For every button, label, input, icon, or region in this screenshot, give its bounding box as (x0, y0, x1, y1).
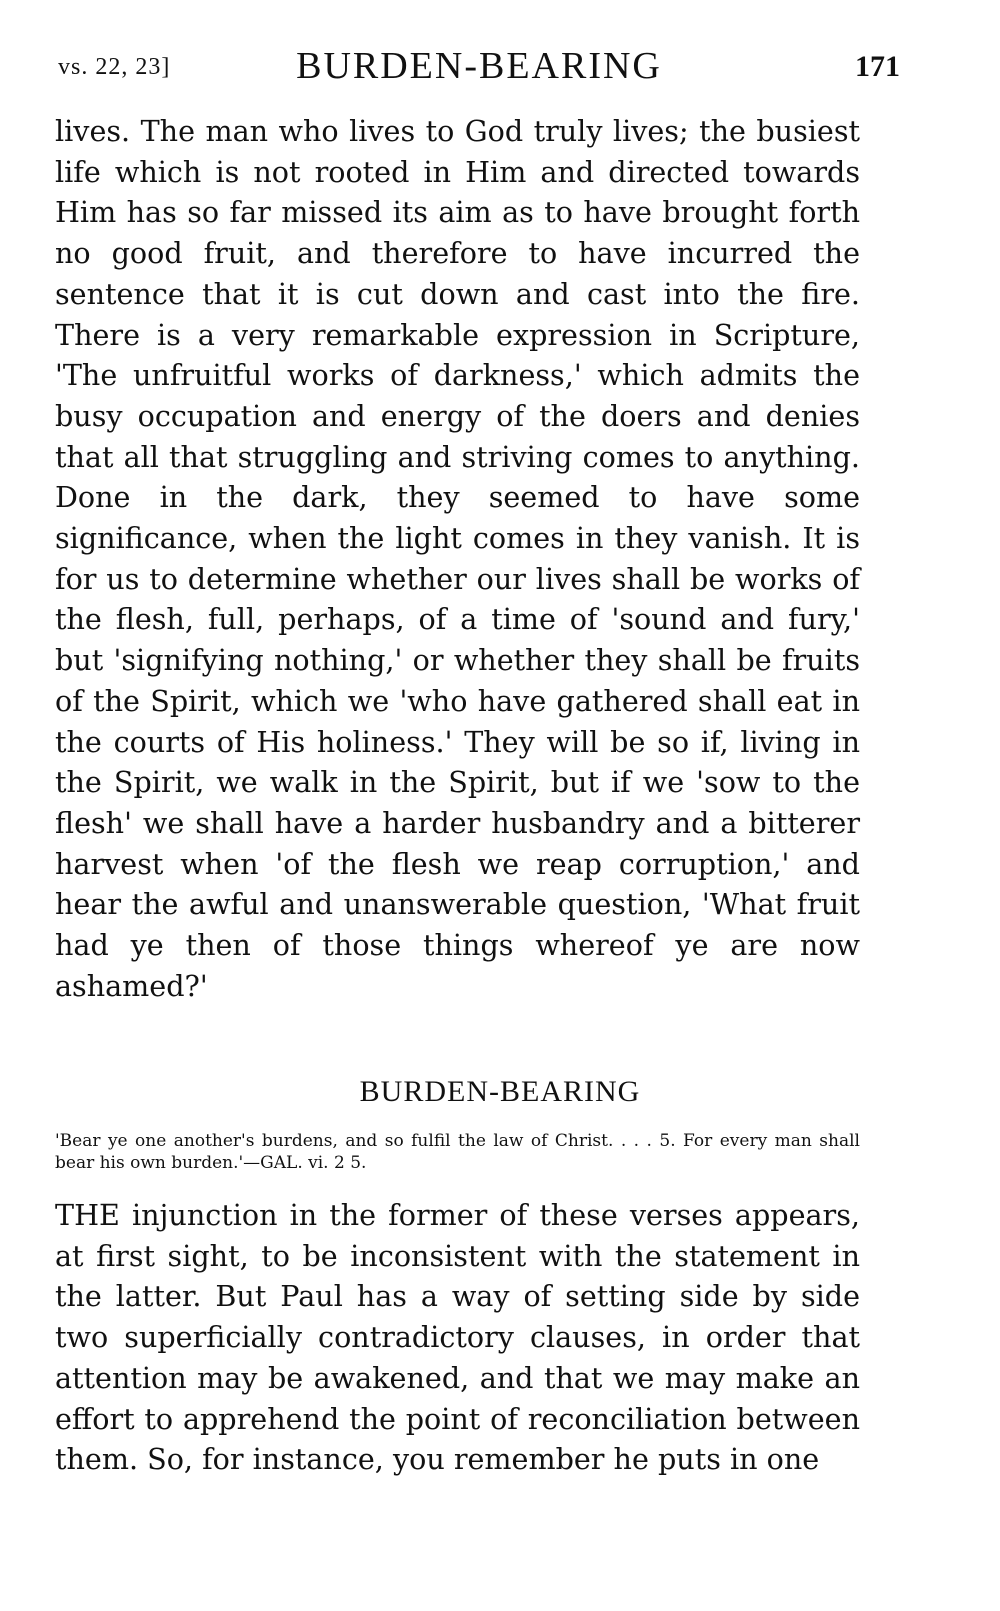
running-header (58, 44, 900, 94)
paragraph-continuation: lives. The man who lives to God truly lives; the busiest life which is not rooted in Him and directed towards Him has so far missed its aim as to have brought forth no good fruit, and therefore to have incurred the sentence that it is cut down and cast into the fire. There is a very remarkable expression in Scripture, 'The unfruitful works of darkness,' which admits the busy occupation and energy of the doers and denies that all that struggling and striving comes to anything. Done in the dark, they seemed to have some significance, when the light comes in they vanish. It is for us to determine whether our lives shall be works of the flesh, full, perhaps, of a time of 'sound and fury,' but 'signifying nothing,' or whether they shall be fruits of the Spirit, which we 'who have gathered shall eat in the courts of His holiness.' They will be so if, living in the Spirit, we walk in the Spirit, but if we 'sow to the flesh' we shall have a harder husbandry and a bitterer harvest when 'of the flesh we reap corruption,' and hear the awful and unanswerable question, 'What fruit had ye then of those things whereof ye are now ashamed?' (55, 114, 860, 1003)
paragraph-opening-text: injunction in the former of these verses appears, at first sight, to be inconsistent with the statement in the latter. But Paul has a way of setting side by side two superficially contradictory clauses, in order that attention may be awakened, and that we may make an effort to apprehend the point of reconciliation between them. So, for instance, you remember he puts in one (55, 1198, 860, 1477)
page-number: 171 (855, 50, 900, 83)
epigraph-quote: 'Bear ye one another's burdens, and so fulfil the law of Christ. . . . 5. For every man shall bear his own burden.'—GAL. vi. 2 5. (55, 1131, 860, 1173)
section-title: BURDEN-BEARING (359, 1075, 641, 1108)
paragraph-opening (55, 1195, 860, 1480)
verse-reference: vs. 22, 23] (58, 54, 171, 80)
drop-lead-word: THE (55, 1198, 120, 1232)
running-title: BURDEN-BEARING (296, 45, 662, 87)
